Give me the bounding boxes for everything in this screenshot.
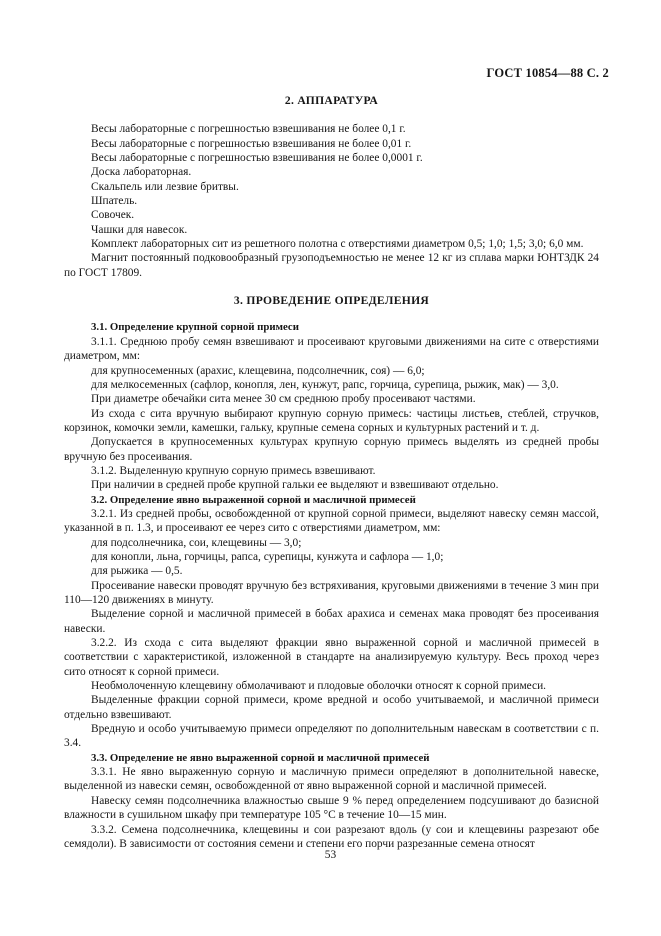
paragraph: Выделение сорной и масличной примесей в бобах арахиса и семенах мака проводят без просеивания навески.: [64, 608, 599, 635]
paragraph: Комплект лабораторных сит из решетного полотна с отверстиями диаметром 0,5; 1,0; 1,5; 3,0; 6,0 мм.: [91, 238, 584, 251]
section-3-title: 3. ПРОВЕДЕНИЕ ОПРЕДЕЛЕНИЯ: [233, 294, 430, 308]
paragraph: для конопли, льна, горчицы, рапса, сурепицы, кунжута и сафлора — 1,0;: [91, 550, 444, 563]
paragraph: Весы лабораторные с погрешностью взвешивания не более 0,01 г.: [91, 137, 412, 150]
page-number: 53: [324, 849, 337, 861]
subsection-3-2-heading: 3.2. Определение явно выраженной сорной и масличной примесей: [91, 493, 416, 506]
paragraph: Магнит постоянный подковообразный грузоподъемностью не менее 12 кг из сплава марки ЮНТЗДК 24 по ГОСТ 17809.: [64, 252, 599, 279]
paragraph: Выделенные фракции сорной примеси, кроме вредной и особо учитываемой, и масличной примеси отдельно взвешивают.: [64, 694, 599, 721]
paragraph: Необмолоченную клещевину обмолачивают и плодовые оболочки относят к сорной примеси.: [91, 680, 547, 693]
paragraph: для крупносеменных (арахис, клещевина, подсолнечник, соя) — 6,0;: [91, 364, 425, 377]
paragraph: для рыжика — 0,5.: [91, 565, 183, 578]
paragraph: 3.3.2. Семена подсолнечника, клещевины и сои разрезают вдоль (у сои и клещевины разрезают обе семядоли). В зависимости от состояния семени и степени его порчи разрезанные семена относят: [64, 823, 599, 850]
paragraph: 3.2.2. Из схода с сита выделяют фракции явно выраженной сорной и масличной примесей в соответствии с характеристикой, изложенной в стандарте на анализируемую культуру. Весь проход через сито относят к сорной примеси.: [64, 637, 599, 678]
paragraph: Вредную и особо учитываемую примеси определяют по дополнительным навескам в соответствии с п. 3.4.: [64, 723, 599, 750]
paragraph: При диаметре обечайки сита менее 30 см среднюю пробу просеивают частями.: [91, 393, 476, 406]
paragraph: для подсолнечника, сои, клещевины — 3,0;: [91, 536, 302, 549]
paragraph: 3.1.2. Выделенную крупную сорную примесь взвешивают.: [91, 464, 376, 477]
paragraph: Просеивание навески проводят вручную без встряхивания, круговыми движениями в течение 3 мин при 110—120 движениях в минуту.: [64, 579, 599, 606]
paragraph: Шпатель.: [91, 195, 138, 208]
paragraph: Из схода с сита вручную выбирают крупную сорную примесь: частицы листьев, стеблей, стручков, корзинок, комочки земли, камешки, гальку, крупные семена сорных и культурных растений и т. д.: [64, 407, 599, 434]
paragraph: Весы лабораторные с погрешностью взвешивания не более 0,0001 г.: [91, 152, 423, 165]
paragraph: Навеску семян подсолнечника влажностью свыше 9 % перед определением подсушивают до базисной влажности в сушильном шкафу при температуре 105 °С в течение 10—15 мин.: [64, 794, 599, 822]
paragraph: Доска лабораторная.: [91, 166, 192, 179]
paragraph: Скальпель или лезвие бритвы.: [91, 180, 239, 193]
paragraph: 3.2.1. Из средней пробы, освобожденной от крупной сорной примеси, выделяют навеску семян массой, указанной в п. 1.3, и просеивают ее через сито с отверстиями диаметром, мм:: [64, 507, 599, 535]
paragraph: Совочек.: [91, 209, 135, 222]
paragraph: 3.1.1. Среднюю пробу семян взвешивают и просеивают круговыми движениями на сите с отверстиями диаметром, мм:: [64, 335, 599, 363]
paragraph: для мелкосеменных (сафлор, конопля, лен, кунжут, рапс, горчица, сурепица, рыжик, мак) — 3,0.: [91, 378, 559, 391]
page-header-standard-ref: ГОСТ 10854—88 С. 2: [486, 66, 609, 80]
paragraph: Весы лабораторные с погрешностью взвешивания не более 0,1 г.: [91, 123, 406, 136]
section-2-title: 2. АППАРАТУРА: [284, 94, 379, 107]
page-content: [64, 94, 599, 851]
subsection-3-1-heading: 3.1. Определение крупной сорной примеси: [91, 321, 299, 334]
subsection-3-3-heading: 3.3. Определение не явно выраженной сорной и масличной примесей: [91, 751, 430, 764]
paragraph: Чашки для навесок.: [91, 223, 188, 236]
paragraph: При наличии в средней пробе крупной гальки ее выделяют и взвешивают отдельно.: [91, 479, 499, 492]
paragraph: 3.3.1. Не явно выраженную сорную и масличную примеси определяют в дополнительной навеске, выделенной из навески семян, освобожденной от явно выраженной сорной и масличной примесей.: [64, 766, 599, 793]
paragraph: Допускается в крупносеменных культурах крупную сорную примесь выделять из средней пробы вручную без просеивания.: [64, 436, 599, 463]
